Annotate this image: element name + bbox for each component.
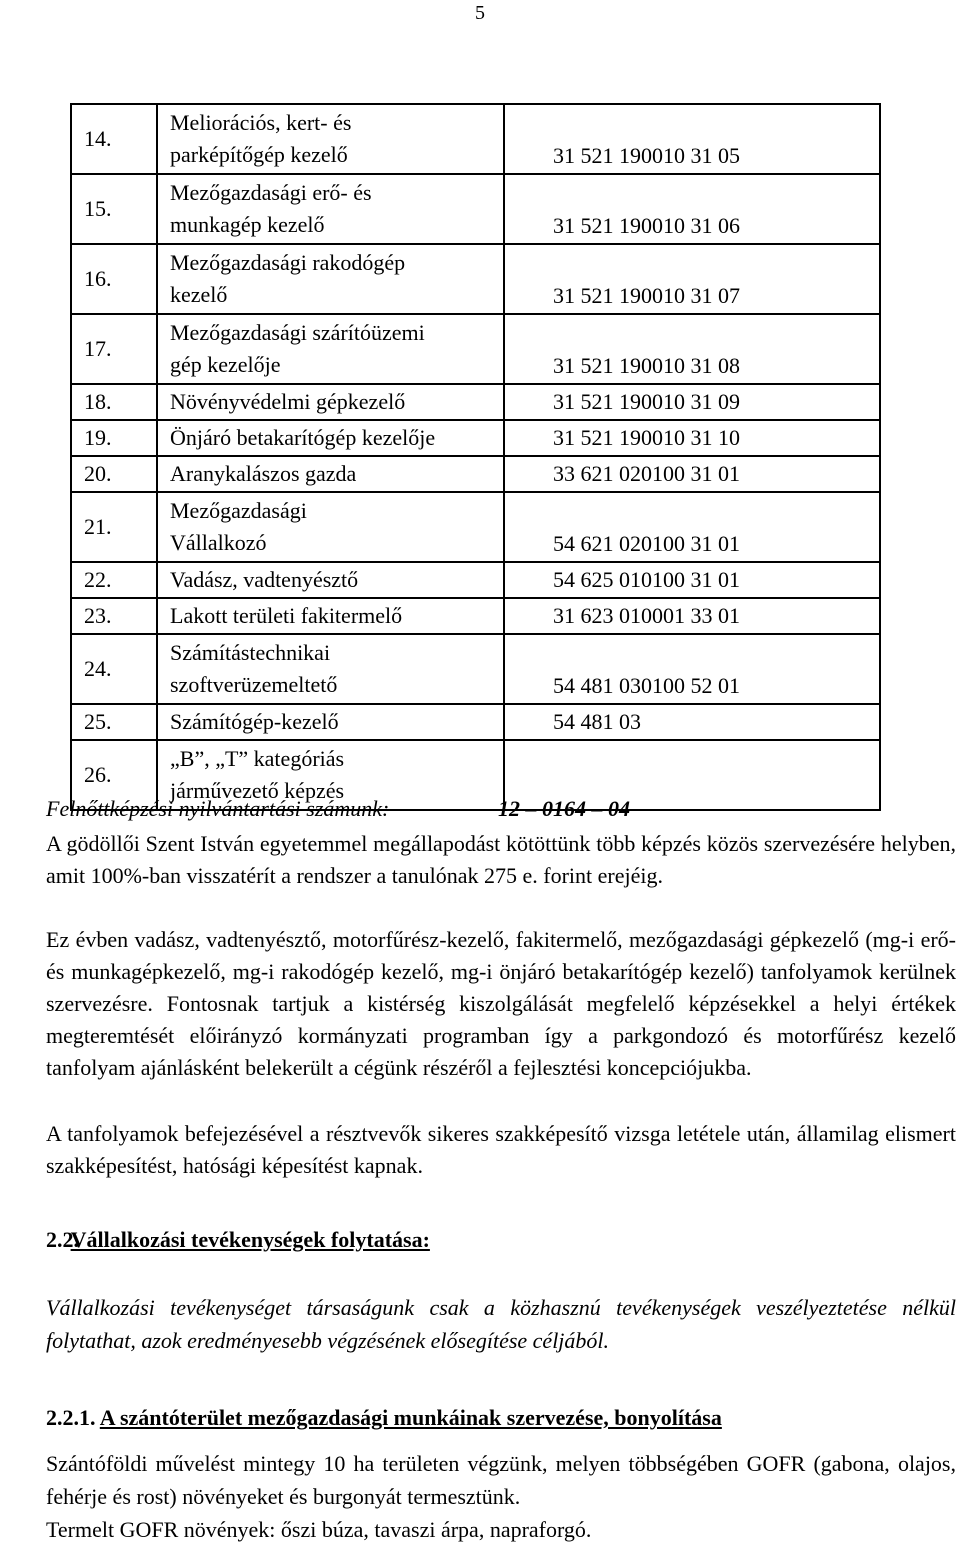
paragraph-university-agreement: A gödöllői Szent István egyetemmel megállapodást kötöttünk több képzés közös szervezésére helyben, amit 100%-ban visszatérít a rendszer a tanulónak 275 e. forint erejéig. [46,831,956,888]
course-name [157,174,504,244]
row-number: 16. [71,244,157,314]
course-name [157,314,504,384]
paragraph-gofr-crops: Termelt GOFR növények: őszi búza, tavaszi árpa, napraforgó. [46,1517,592,1542]
course-name-line: Mezőgazdasági szárítóüzemi [170,320,425,345]
course-code: 31 623 010001 33 01 [504,598,880,634]
course-name [157,244,504,314]
course-name-line: Mezőgazdasági rakodógép [170,250,406,275]
course-code: 54 481 030100 52 01 [504,634,880,704]
paragraph-business-activity: Vállalkozási tevékenységet társaságunk csak a közhasznú tevékenységek veszélyeztetése nélkül folytathat, azok eredményesebb végzésének elősegítése céljából. [46,1295,956,1353]
table-row [71,314,880,384]
table-row [71,456,880,492]
course-name [157,634,504,704]
table-row [71,420,880,456]
section-heading-2-2 [46,1227,430,1253]
course-name-line: Meliorációs, kert- és [170,110,352,135]
course-name-line: szoftverüzemeltető [170,672,338,697]
table-row [71,562,880,598]
row-number: 22. [71,562,157,598]
paragraph-arable-farming-text: Szántóföldi művelést mintegy 10 ha területen végzünk, melyen többségében GOFR (gabona, olajos, fehérje és rost) növényeket és burgonyát termesztünk. [46,1451,956,1509]
section-number: 2.2.1. [46,1405,96,1430]
paragraph-arable-farming [46,1447,956,1546]
course-name-line: Lakott területi fakitermelő [170,603,403,628]
row-number: 25. [71,704,157,740]
course-name [157,704,504,740]
course-name-line: járművezető képzés [170,778,345,803]
course-code: 31 521 190010 31 05 [504,104,880,174]
page-number: 5 [475,2,485,24]
row-number: 15. [71,174,157,244]
row-number: 20. [71,456,157,492]
course-code: 54 625 010100 31 01 [504,562,880,598]
course-code: 31 521 190010 31 06 [504,174,880,244]
table-row [71,384,880,420]
course-name-line: Mezőgazdasági [170,498,307,523]
row-number: 17. [71,314,157,384]
course-name [157,562,504,598]
course-name-line: kezelő [170,282,228,307]
table-row [71,244,880,314]
registration-line [46,796,630,822]
course-name-line: Aranykalászos gazda [170,461,357,486]
course-name [157,104,504,174]
table-row [71,492,880,562]
course-code: 31 521 190010 31 10 [504,420,880,456]
section-title: A szántóterület mezőgazdasági munkáinak szervezése, bonyolítása [99,1405,722,1430]
row-number: 18. [71,384,157,420]
course-name [157,420,504,456]
course-name-line: gép kezelője [170,352,281,377]
paragraph-course-completion: A tanfolyamok befejezésével a résztvevők sikeres szakképesítő vizsga letétele után, államilag elismert szakképesítést, hatósági képesítést kapnak. [46,1121,956,1178]
row-number: 24. [71,634,157,704]
course-name [157,456,504,492]
course-code: 31 521 190010 31 07 [504,244,880,314]
course-name-line: parképítőgép kezelő [170,142,348,167]
course-code: 31 521 190010 31 09 [504,384,880,420]
section-title: Vállalkozási tevékenységek folytatása: [70,1227,430,1252]
course-code: 54 481 03 [504,704,880,740]
course-name-line: munkagép kezelő [170,212,325,237]
table-row [71,174,880,244]
row-number: 21. [71,492,157,562]
course-name-line: Mezőgazdasági erő- és [170,180,372,205]
course-name [157,384,504,420]
table-row [71,634,880,704]
course-name [157,492,504,562]
course-code: 54 621 020100 31 01 [504,492,880,562]
course-code: 31 521 190010 31 08 [504,314,880,384]
course-name-line: Növényvédelmi gépkezelő [170,389,406,414]
course-name-line: Önjáró betakarítógép kezelője [170,425,436,450]
course-table [70,103,881,811]
row-number: 26. [71,740,157,810]
row-number: 19. [71,420,157,456]
course-name-line: Számítógép-kezelő [170,709,339,734]
row-number: 14. [71,104,157,174]
course-name-line: Vadász, vadtenyésztő [170,567,359,592]
course-name-line: Számítástechnikai [170,640,331,665]
table-row [71,104,880,174]
registration-number: 12 – 0164 – 04 [498,796,630,821]
course-name [157,598,504,634]
course-code: 33 621 020100 31 01 [504,456,880,492]
section-heading-2-2-1 [46,1405,722,1431]
row-number: 23. [71,598,157,634]
paragraph-courses-this-year: Ez évben vadász, vadtenyésztő, motorfűrész-kezelő, fakitermelő, mezőgazdasági gépkezelő (mg-i erő- és munkagépkezelő, mg-i rakodógép kezelő, mg-i önjáró betakarítógép kezelő) tanfolyamok kerülnek szervezésre. Fontosnak tartjuk a kistérség kiszolgálását megfelelő képzésekkel a helyi értékek megteremtését előirányzó kormányzati programban így a parkgondozó és motorfűrész kezelő tanfolyam ajánlásként belekerült a cégünk részéről a fejlesztési koncepciójukba. [46,927,956,1080]
table-row [71,704,880,740]
course-name-line: Vállalkozó [170,530,267,555]
registration-label: Felnőttképzési nyilvántartási számunk: [46,796,390,821]
course-name-line: „B”, „T” kategóriás [170,746,345,771]
table-row [71,598,880,634]
section-number: 2.2. [46,1227,79,1252]
